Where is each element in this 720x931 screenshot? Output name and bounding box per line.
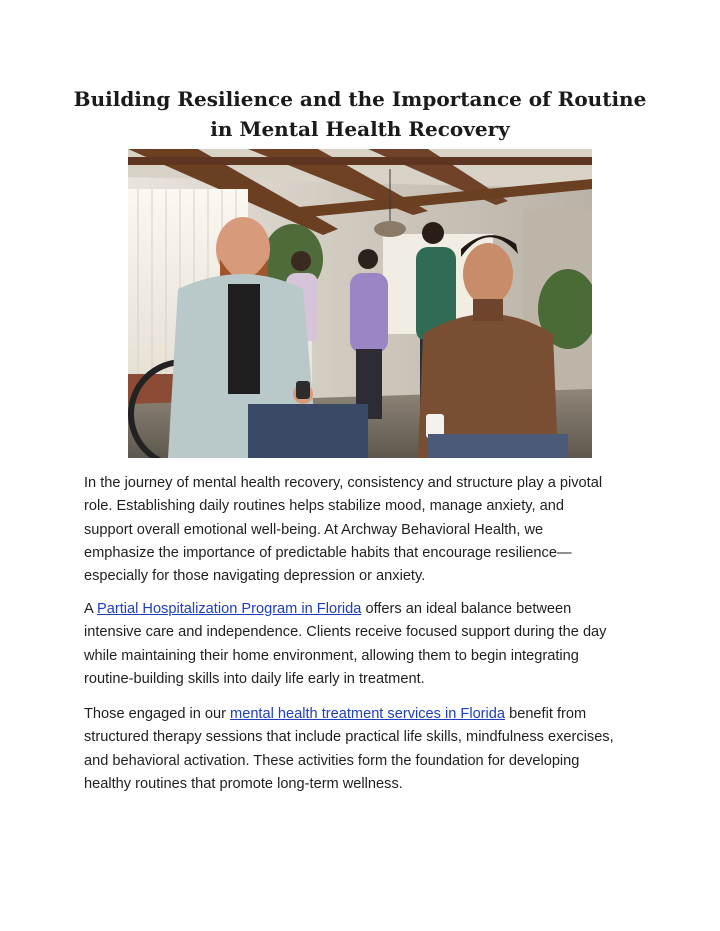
title-line-2: in Mental Health Recovery [210, 117, 510, 141]
title-line-1: Building Resilience and the Importance of Routine [73, 87, 647, 111]
paragraph-line: intensive care and independence. Clients receive focused support during the day [84, 624, 607, 641]
paragraph-line: In the journey of mental health recovery, consistency and structure play a pivotal [84, 475, 603, 491]
paragraph-php [84, 598, 644, 691]
paragraph-line [84, 598, 644, 621]
paragraph-line: role. Establishing daily routines helps stabilize mood, manage anxiety, and [84, 498, 564, 515]
page-title [60, 84, 660, 144]
paragraph-line: especially for those navigating depression or anxiety. [84, 568, 426, 585]
paragraph-text: benefit from [505, 706, 587, 722]
paragraph-text: A [84, 601, 97, 617]
paragraph-line: routine-building skills into daily life early in treatment. [84, 670, 425, 687]
group-therapy-photo [128, 149, 592, 458]
paragraph-line: emphasize the importance of predictable habits that encourage resilience— [84, 544, 572, 561]
paragraph-text: Those engaged in our [84, 706, 231, 722]
paragraph-text: offers an ideal balance between [361, 601, 572, 617]
paragraph-line: support overall emotional well-being. At Archway Behavioral Health, we [84, 521, 544, 538]
paragraph-services [84, 703, 644, 796]
paragraph-line [84, 703, 644, 726]
paragraph-line: healthy routines that promote long-term wellness. [84, 775, 403, 792]
php-florida-link[interactable]: Partial Hospitalization Program in Florida [96, 601, 362, 617]
treatment-services-link[interactable]: mental health treatment services in Florida [230, 706, 506, 722]
paragraph-line: structured therapy sessions that include practical life skills, mindfulness exercises, [84, 729, 614, 746]
paragraph-line: and behavioral activation. These activities form the foundation for developing [84, 752, 580, 769]
paragraph-intro [84, 472, 644, 588]
paragraph-line: while maintaining their home environment, allowing them to begin integrating [84, 647, 579, 664]
